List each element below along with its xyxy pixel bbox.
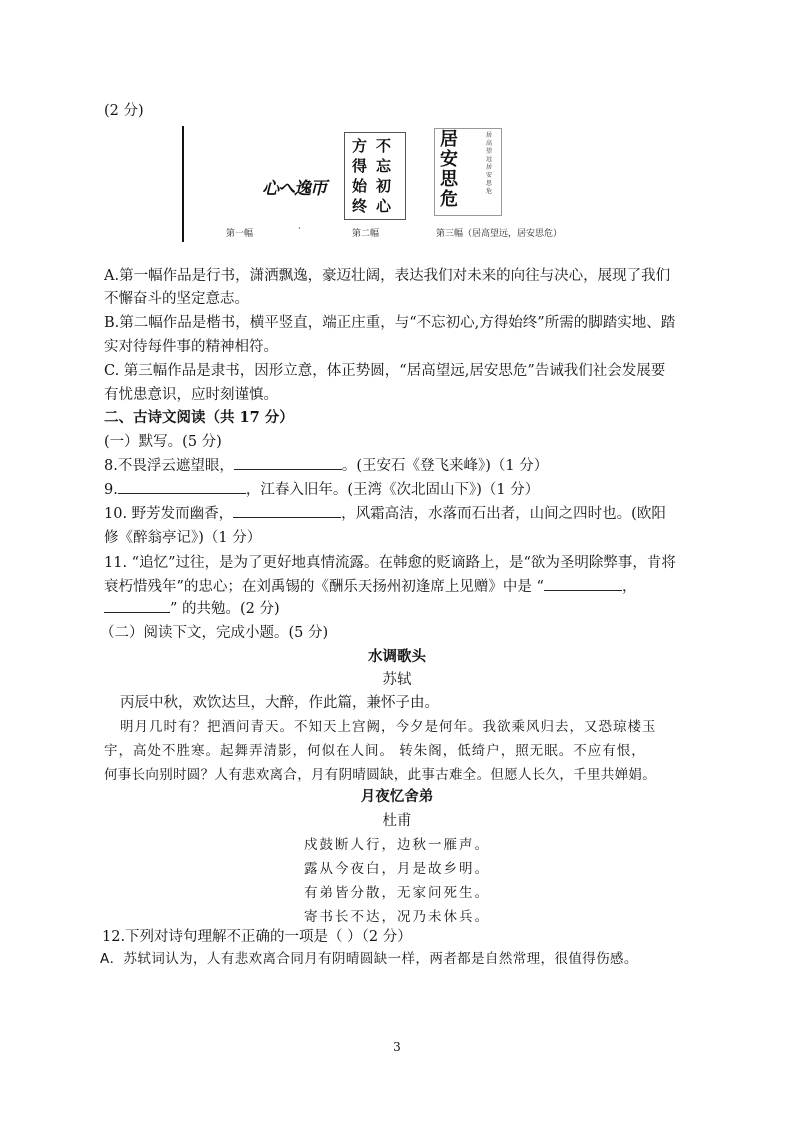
option-c-line2: 有忧患意识，应时刻谨慎。 — [104, 387, 278, 403]
question-10 — [104, 503, 704, 525]
poem1-line3: 何事长向别时圆？人有悲欢离合，月有阴晴圆缺，此事古难全。但愿人长久，千里共婵娟。 — [104, 767, 656, 783]
work3-small-inscription: 居高望远居安思危 — [486, 132, 493, 195]
poem1-preface: 丙辰中秋，欢饮达旦，大醉，作此篇，兼怀子由。 — [120, 695, 439, 711]
q10-blank[interactable] — [233, 503, 341, 518]
q10-prefix: 10. 野芳发而幽香， — [104, 506, 234, 522]
poem2-line: 寄书长不达，况乃未休兵。 — [304, 909, 490, 925]
poem2-line: 露从今夜白，月是故乡明。 — [304, 861, 490, 877]
caption-work3: 第三幅（居高望远，居安思危） — [436, 229, 563, 239]
poem2-title: 月夜忆舍弟 — [360, 788, 434, 805]
poem2-line: 戍鼓断人行，边秋一雁声。 — [304, 837, 490, 853]
question-11-line2 — [104, 576, 704, 598]
caption-work1: 第一幅 — [226, 229, 254, 239]
q11-blank-2[interactable] — [104, 598, 170, 613]
work3-calligraphy: 居 安 思 危 — [440, 129, 460, 210]
option-b-line2: 实对待每件事的精神相符。 — [104, 339, 278, 355]
question-11-line1: 11. “追忆”过往，是为了更好地真情流露。在韩愈的贬谪路上，是“欲为圣明除弊事，肯将 — [104, 555, 676, 571]
poem2-author: 杜甫 — [382, 813, 412, 829]
question-8 — [104, 455, 704, 477]
section2-title: 二、古诗文阅读（共 17 分） — [104, 409, 294, 426]
poem2-line: 有弟皆分散，无家问死生。 — [304, 885, 490, 901]
poem1-line2: 宇，高处不胜寒。起舞弄清影，何似在人间。 转朱阁，低绮户，照无眠。不应有恨， — [104, 743, 646, 759]
option-c-line1: C. 第三幅作品是隶书，因形立意，体正势圆，“居高望远,居安思危”告诫我们社会发展要 — [104, 363, 666, 379]
question-11-line3 — [104, 598, 704, 620]
question-10-line2: 修《醉翁亭记》)（1 分） — [104, 530, 262, 546]
question-12-stem: 12.下列对诗句理解不正确的一项是（ ）（2 分） — [102, 929, 412, 945]
caption-work2: 第二幅 — [352, 229, 380, 239]
caption-dot: · — [298, 224, 301, 234]
calligraphy-figure — [182, 126, 562, 244]
q11-blank-1[interactable] — [544, 576, 622, 591]
poem1-author: 苏轼 — [382, 672, 412, 688]
section2-sub1: (一）默写。(5 分) — [104, 434, 222, 450]
q9-suffix: ，江春入旧年。(王湾《次北固山下》)（1 分） — [245, 482, 540, 498]
question-9 — [104, 479, 704, 501]
q9-blank[interactable] — [118, 479, 246, 494]
figure-left-border — [182, 126, 184, 242]
option-a-line2: 不懈奋斗的坚定意志。 — [104, 291, 249, 307]
option-b-line1: B.第二幅作品是楷书，横平竖直，端正庄重，与“不忘初心,方得始终”所需的脚踏实地、踏 — [104, 315, 676, 331]
section2-sub2: （二）阅读下文，完成小题。(5 分) — [100, 625, 329, 641]
poem1-title: 水调歌头 — [368, 648, 426, 665]
score-label: (2 分) — [104, 103, 144, 119]
work2-column-right: 不忘初心 — [376, 137, 392, 215]
work1-calligraphy: 心へ逸帀 — [262, 179, 326, 199]
q8-suffix: 。(王安石《登飞来峰》)（1 分） — [341, 458, 549, 474]
q11-line3-text: ” 的共勉。(2 分) — [170, 601, 280, 617]
option-a-line1: A.第一幅作品是行书，潇洒飘逸，豪迈壮阔，表达我们对未来的向往与决心，展现了我们 — [104, 268, 671, 284]
page-number: 3 — [393, 1040, 401, 1054]
poem1-line1: 明月几时有？把酒问青天。不知天上宫阙，今夕是何年。我欲乘风归去，又恐琼楼玉 — [120, 719, 657, 735]
question-12-option-a: A．苏轼词认为，人有悲欢离合同月有阴晴圆缺一样，两者都是自然常理，很值得伤感。 — [100, 951, 638, 967]
q8-prefix: 8.不畏浮云遮望眼， — [104, 458, 234, 474]
q11-line2-text: 衰朽惜残年”的忠心；在刘禹锡的《酬乐天扬州初逢席上见赠》中是 “ — [104, 579, 544, 595]
q10-suffix: ，风霜高洁，水落而石出者，山间之四时也。(欧阳 — [341, 506, 666, 522]
q8-blank[interactable] — [234, 455, 342, 470]
q9-prefix: 9. — [104, 482, 118, 498]
work2-column-left: 方得始终 — [352, 137, 368, 215]
q11-comma: ， — [621, 579, 637, 595]
